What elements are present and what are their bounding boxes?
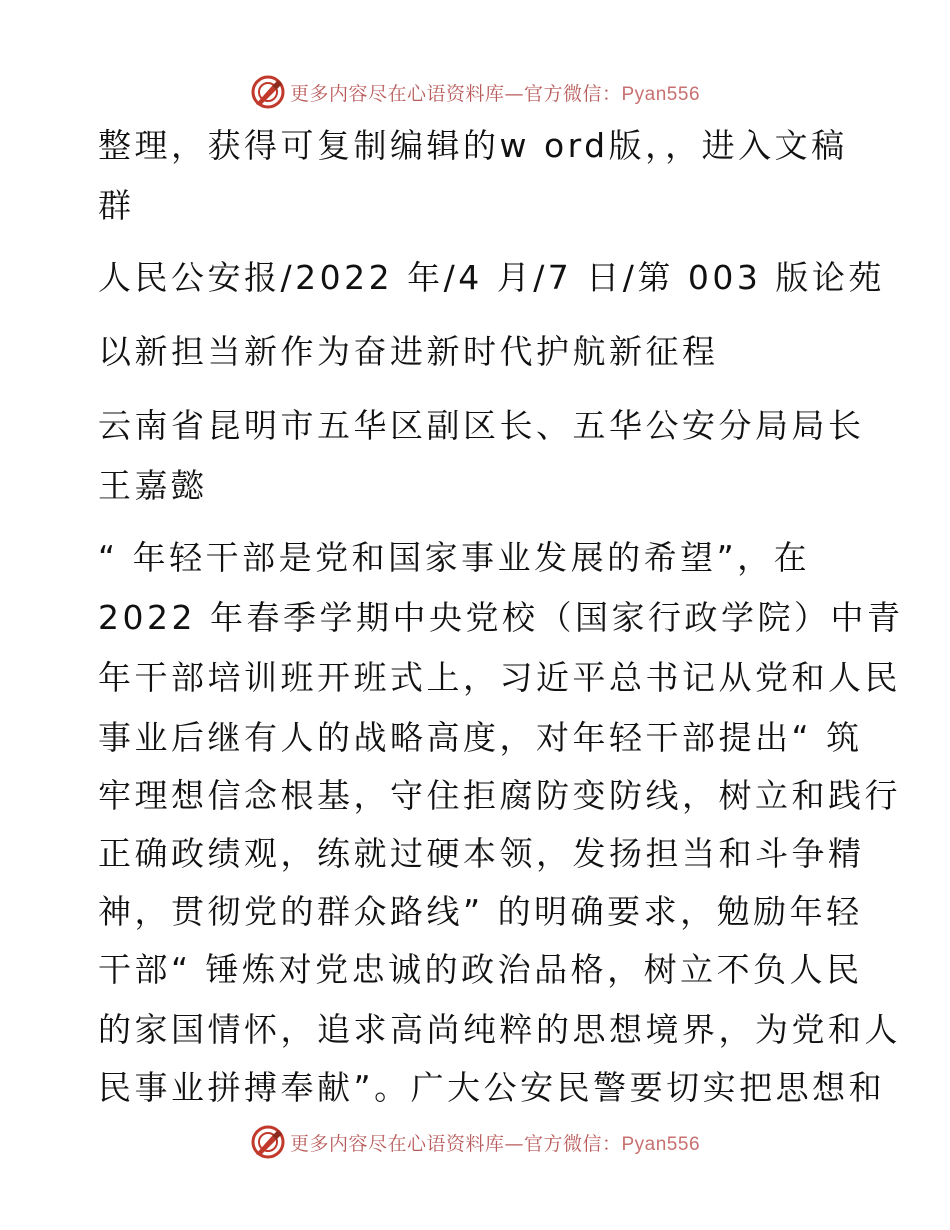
text-line: 民事业拼搏奉献”。广大公安民警要切实把思想和 — [98, 1068, 886, 1107]
pen-logo-icon — [250, 1124, 286, 1160]
watermark-footer — [0, 1122, 950, 1162]
text-line: 的家国情怀，追求高尚纯粹的思想境界，为党和人 — [98, 1010, 901, 1049]
text-line: 牢理想信念根基，守住拒腐防变防线，树立和践行 — [98, 776, 901, 815]
text-line: 正确政绩观，练就过硬本领，发扬担当和斗争精 — [98, 834, 865, 873]
pen-logo-icon — [250, 74, 286, 110]
text-line: 2022 年春季学期中央党校（国家行政学院）中青 — [98, 598, 904, 637]
text-line: 年干部培训班开班式上，习近平总书记从党和人民 — [98, 658, 901, 697]
text-line: 人民公安报/2022 年/4 月/7 日/第 003 版论苑 — [98, 258, 885, 297]
watermark-text: 更多内容尽在心语资料库—官方微信：Pyan556 — [289, 82, 701, 105]
watermark-text: 更多内容尽在心语资料库—官方微信：Pyan556 — [289, 1132, 701, 1155]
text-line: “ 年轻干部是党和国家事业发展的希望”，在 — [98, 538, 811, 577]
text-line: 事业后继有人的战略高度，对年轻干部提出“ 筑 — [98, 718, 863, 757]
text-line: 整理，获得可复制编辑的w ord版，，进入文稿 — [98, 126, 848, 165]
watermark-header — [0, 72, 950, 112]
text-line: 王嘉懿 — [98, 466, 208, 505]
text-line: 干部“ 锤炼对党忠诚的政治品格，树立不负人民 — [98, 950, 863, 989]
text-line: 以新担当新作为奋进新时代护航新征程 — [98, 332, 719, 371]
text-line: 群 — [98, 186, 135, 225]
text-line: 云南省昆明市五华区副区长、五华公安分局局长 — [98, 406, 865, 445]
text-line: 神，贯彻党的群众路线” 的明确要求，勉励年轻 — [98, 892, 863, 931]
